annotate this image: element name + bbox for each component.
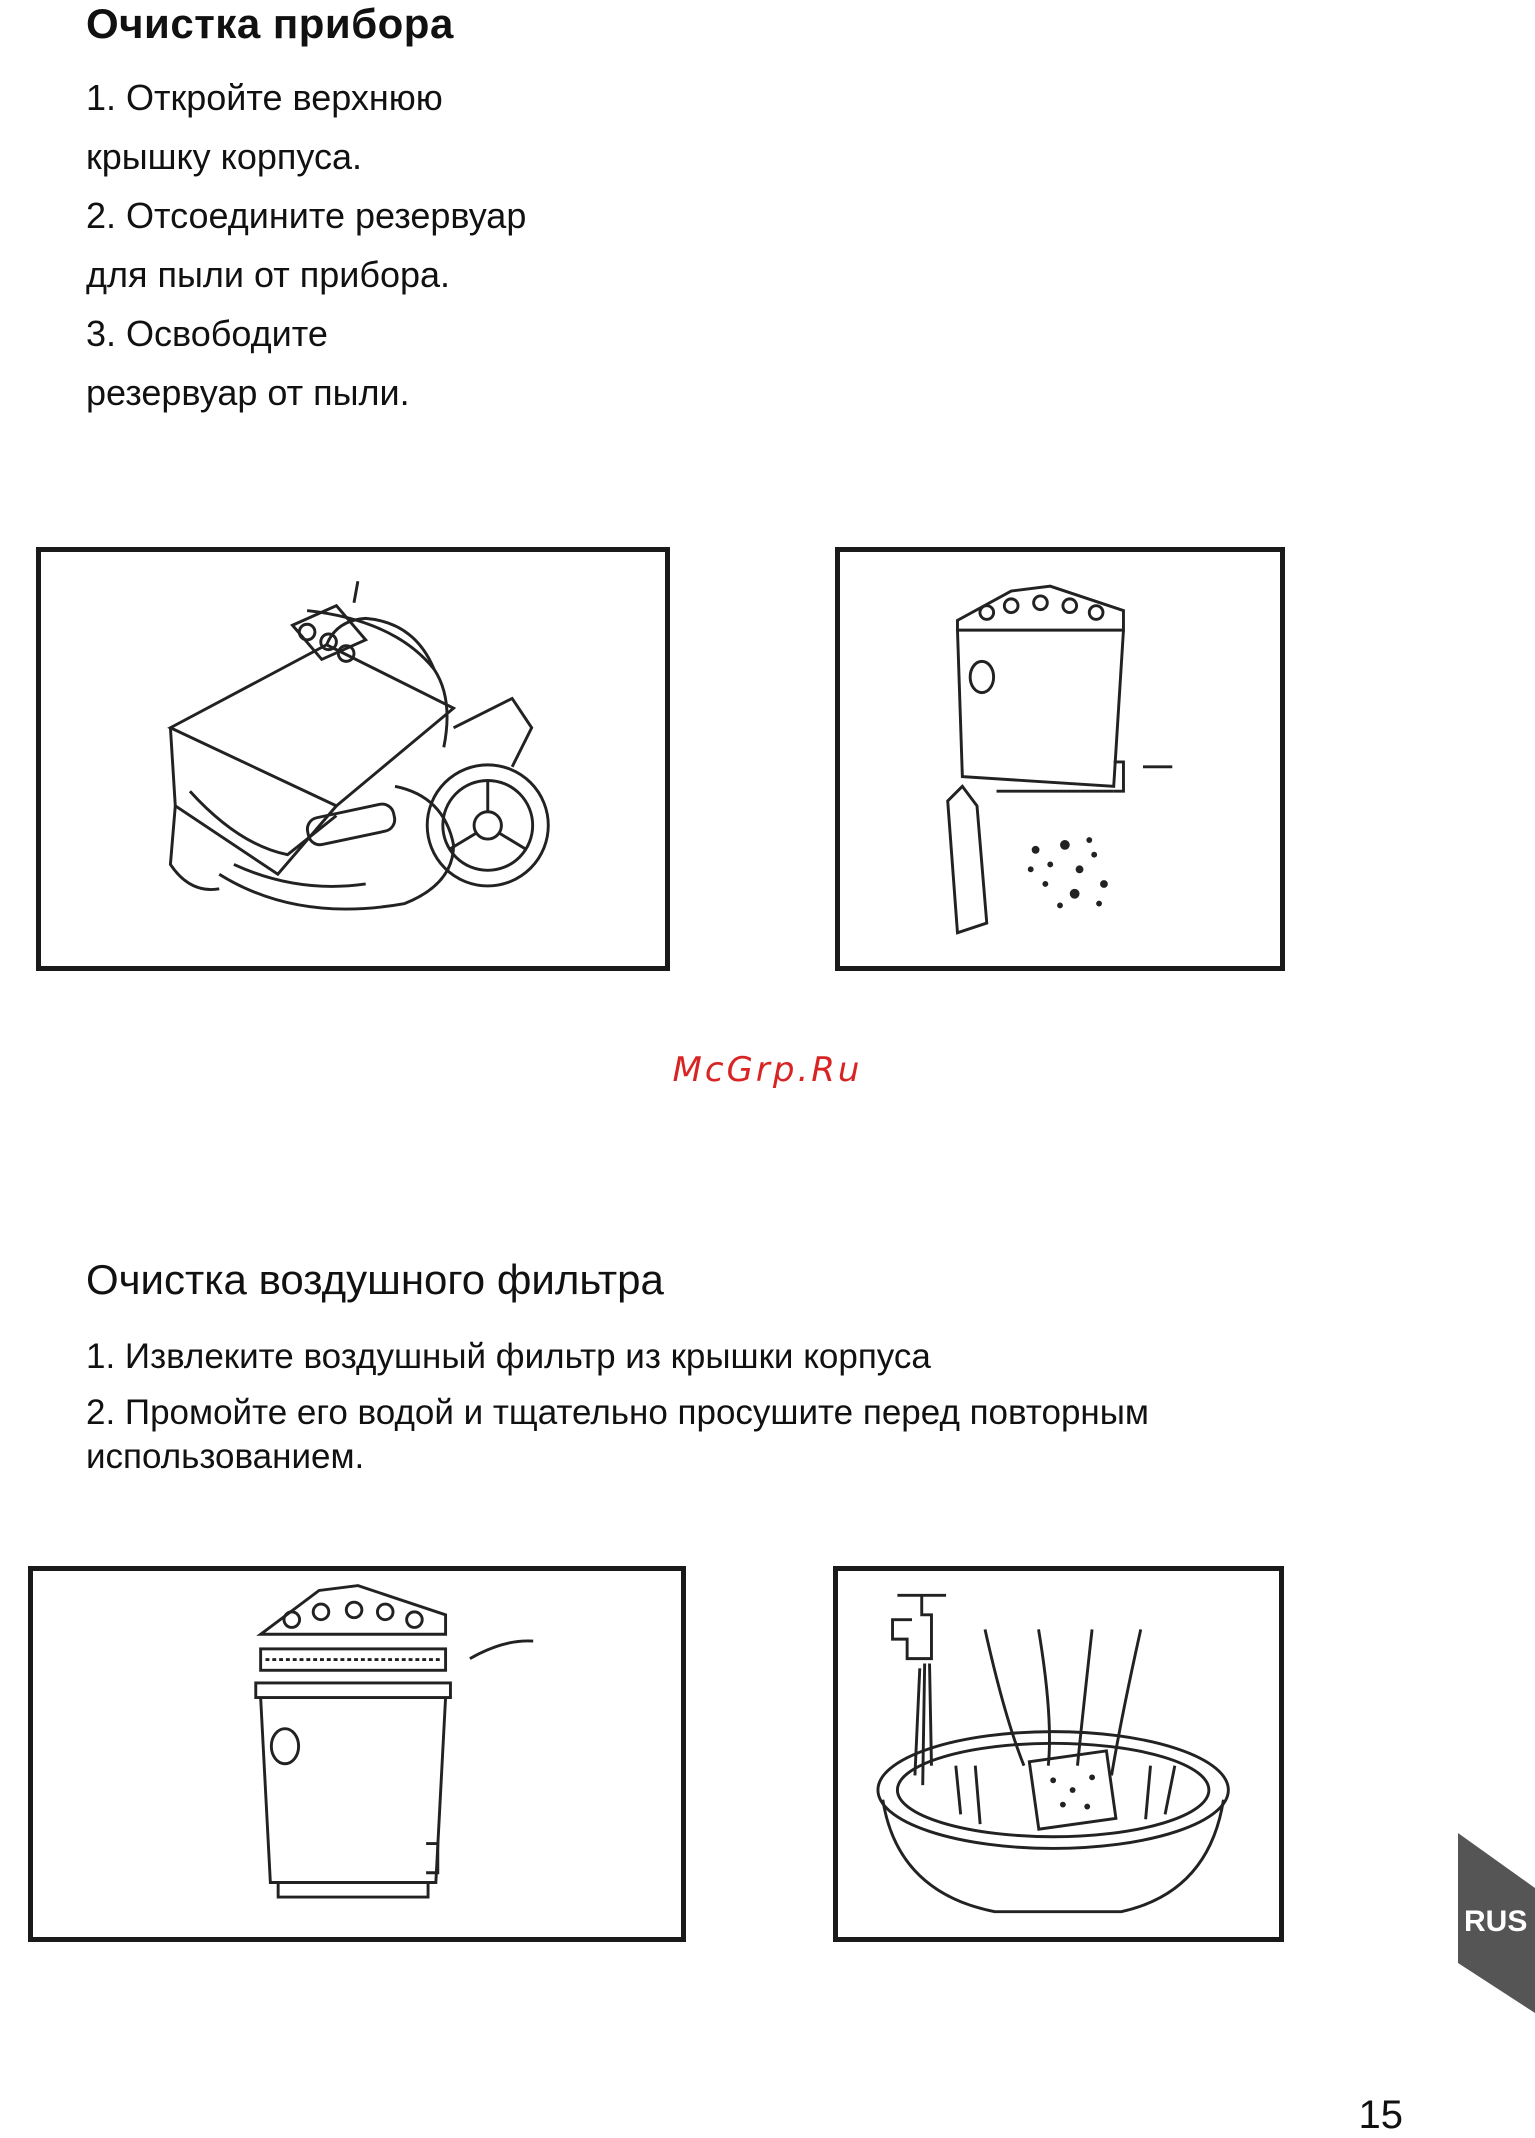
step-line: 1. Извлеките воздушный фильтр из крышки корпуса [86,1337,931,1376]
air-filter-steps [86,1335,1386,1479]
step-line: 3. Освободите [86,313,328,354]
device-cleaning-steps [86,68,526,422]
dust-container-illustration [835,547,1285,971]
filter-washing-illustration [833,1566,1284,1942]
step-line: для пыли от прибора. [86,254,451,295]
section-title-device-cleaning: Очистка прибора [86,0,454,47]
filter-removal-drawing [33,1571,681,1937]
section-title-air-filter: Очистка воздушного фильтра [86,1256,664,1303]
filter-removal-illustration [28,1566,686,1942]
watermark: McGrp.Ru [672,1050,863,1090]
step-line: 2. Отсоедините резервуар [86,195,527,236]
page-number: 15 [1358,2093,1403,2137]
language-tab [1458,1833,1535,2013]
step-line: крышку корпуса. [86,136,362,177]
filter-washing-drawing [838,1571,1279,1937]
step-line: 2. Промойте его водой и тщательно просушите перед повторным [86,1393,1149,1432]
step-line: 1. Откройте верхнюю [86,77,443,118]
vacuum-illustration [36,547,670,971]
language-tab-label: RUS [1464,1905,1528,1938]
step-line: резервуар от пыли. [86,372,410,413]
dust-container-drawing [840,552,1280,966]
step-line: использованием. [86,1437,365,1476]
vacuum-cleaner-drawing [41,552,665,966]
